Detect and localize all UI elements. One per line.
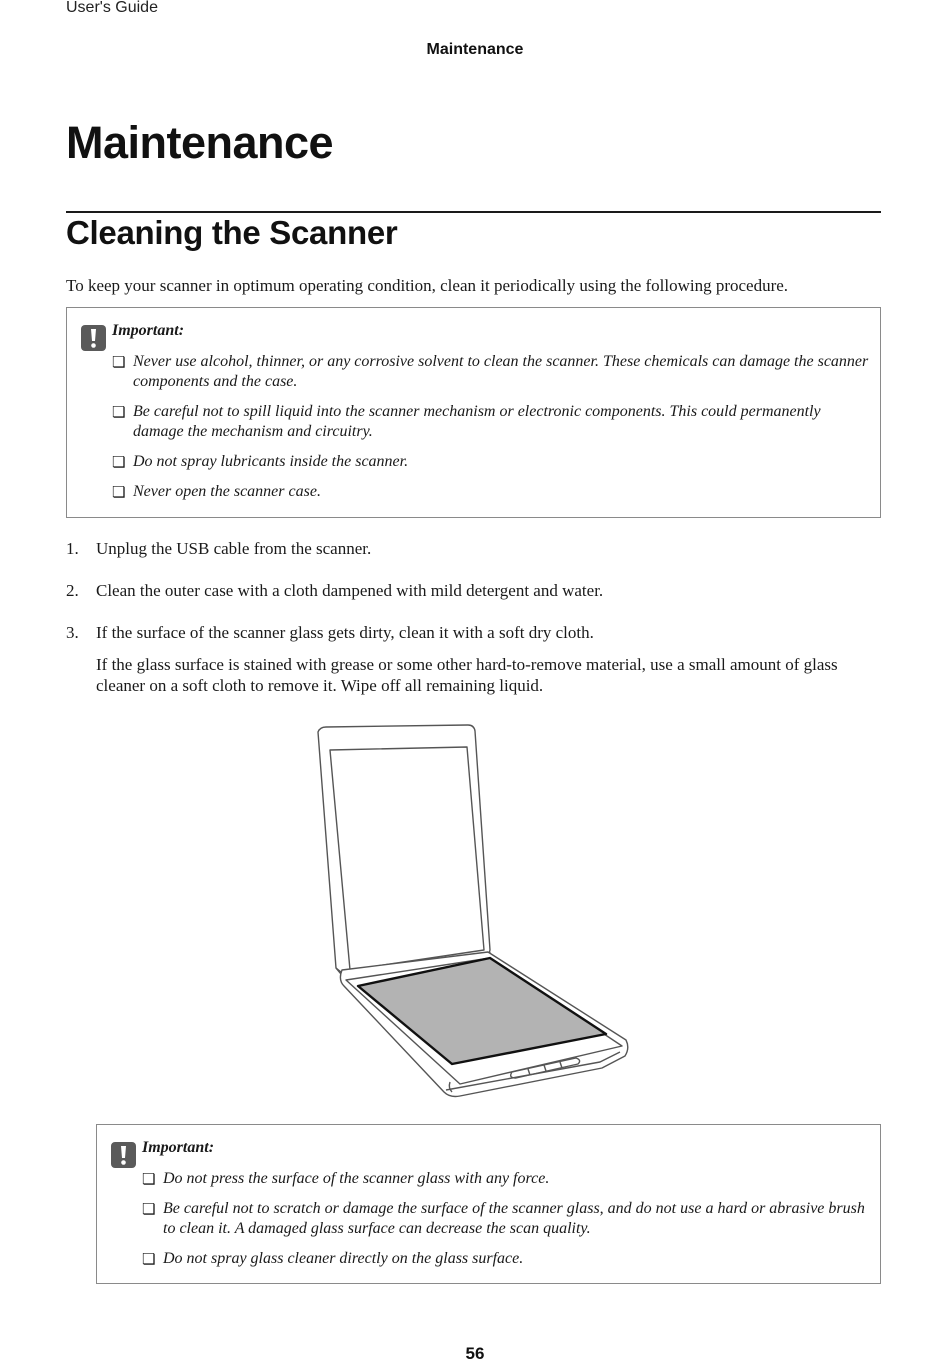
step-note: If the glass surface is stained with grease or some other hard-to-remove material, use a small amount of glass cleaner on a soft cloth to remove it. Wipe off all remaining liquid. bbox=[96, 655, 838, 695]
step-text: If the surface of the scanner glass gets dirty, clean it with a soft dry cloth. bbox=[96, 623, 594, 642]
scanner-open-lid-illustration bbox=[300, 718, 640, 1108]
exclamation-icon bbox=[81, 325, 106, 351]
important-notice-box bbox=[66, 307, 881, 518]
important-label: Important: bbox=[112, 322, 185, 339]
section-title: Cleaning the Scanner bbox=[66, 214, 398, 251]
important-item: ❏ Never use alcohol, thinner, or any corrosive solvent to clean the scanner. These chemicals can damage the scanner components and the case. bbox=[112, 353, 869, 390]
important-list bbox=[142, 1169, 870, 1279]
step-number: 2. bbox=[66, 581, 79, 600]
important-notice-box bbox=[96, 1124, 881, 1284]
page-number: 56 bbox=[465, 1344, 485, 1363]
important-item: ❏ Be careful not to scratch or damage the surface of the scanner glass, and do not use a hard or abrasive brush to clean it. A damaged glass surface can decrease the scan quality. bbox=[142, 1200, 865, 1237]
intro-paragraph: To keep your scanner in optimum operating condition, clean it periodically using the following procedure. bbox=[66, 276, 789, 295]
running-header: User's Guide bbox=[66, 0, 158, 16]
important-item: ❏ Be careful not to spill liquid into the scanner mechanism or electronic components. This could permanently damage the mechanism and circuitry. bbox=[112, 403, 821, 440]
checkbox-bullet-icon: ❏ bbox=[112, 353, 126, 371]
important-item: ❏ Do not spray glass cleaner directly on the glass surface. bbox=[142, 1250, 524, 1268]
important-item: ❏ Never open the scanner case. bbox=[112, 483, 321, 501]
important-label: Important: bbox=[142, 1139, 215, 1156]
checkbox-bullet-icon: ❏ bbox=[112, 483, 126, 501]
checkbox-bullet-icon: ❏ bbox=[112, 453, 126, 471]
important-item: ❏ Do not press the surface of the scanner glass with any force. bbox=[142, 1170, 550, 1188]
step-number: 1. bbox=[66, 539, 79, 558]
checkbox-bullet-icon: ❏ bbox=[112, 403, 126, 421]
step-text: Unplug the USB cable from the scanner. bbox=[96, 539, 372, 558]
step-text: Clean the outer case with a cloth dampened with mild detergent and water. bbox=[96, 581, 604, 600]
title-divider bbox=[66, 211, 881, 213]
section-header: Maintenance bbox=[426, 41, 524, 58]
important-list bbox=[112, 352, 870, 512]
page-title: Maintenance bbox=[66, 117, 334, 168]
important-item: ❏ Do not spray lubricants inside the scanner. bbox=[112, 453, 409, 471]
checkbox-bullet-icon: ❏ bbox=[142, 1200, 156, 1218]
checkbox-bullet-icon: ❏ bbox=[142, 1250, 156, 1268]
checkbox-bullet-icon: ❏ bbox=[142, 1170, 156, 1188]
step-number: 3. bbox=[66, 623, 79, 642]
exclamation-icon bbox=[111, 1142, 136, 1168]
